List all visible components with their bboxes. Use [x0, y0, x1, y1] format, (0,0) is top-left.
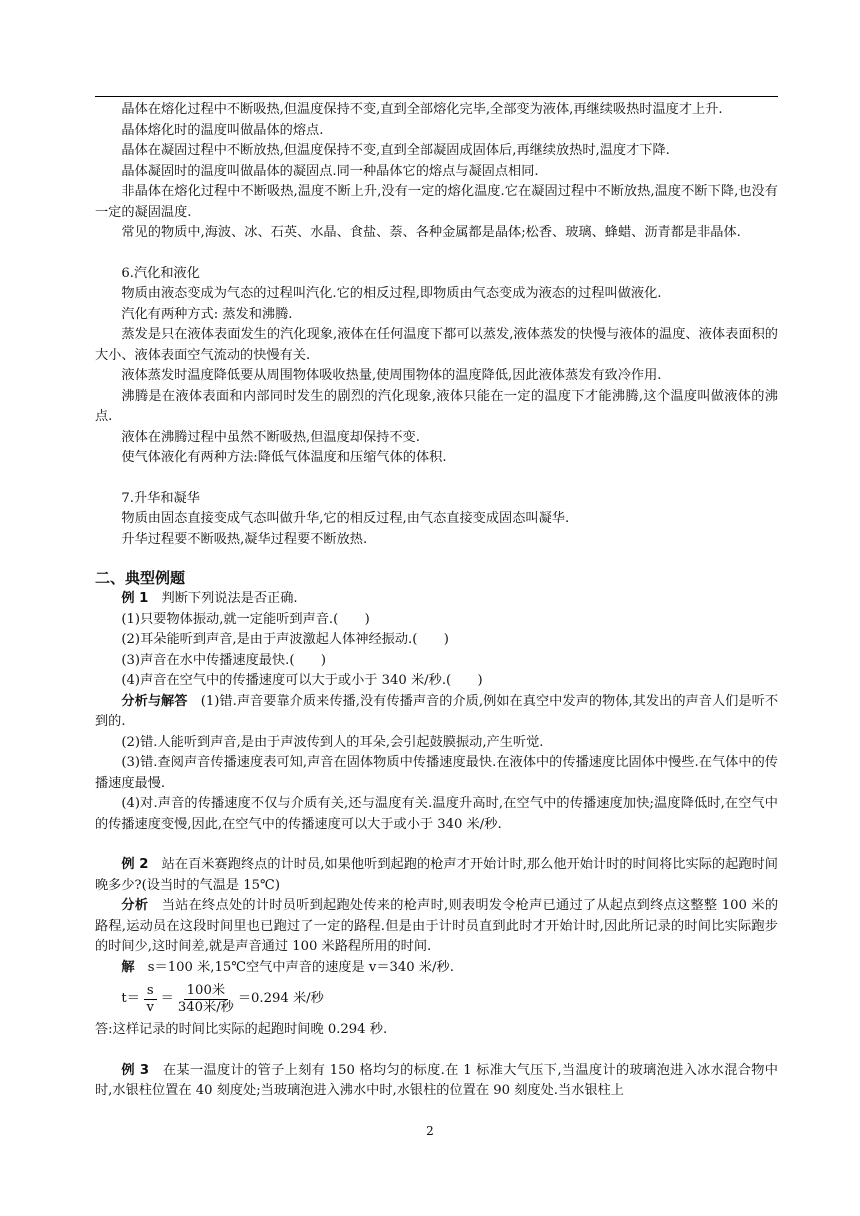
- paragraph: 物质由固态直接变成气态叫做升华,它的相反过程,由气态直接变成固态叫凝华.: [121, 511, 570, 526]
- example-1-question: 判断下列说法是否正确.: [161, 591, 298, 606]
- paragraph: 晶体在凝固过程中不断放热,但温度保持不变,直到全部凝固成固体后,再继续放热时,温度才下降.: [121, 143, 670, 158]
- example-1-stem: [95, 589, 778, 610]
- paragraph: 常见的物质中,海波、冰、石英、水晶、食盐、萘、各种金属都是晶体;松香、玻璃、蜂蜡、沥青都是非晶体.: [121, 225, 741, 240]
- example-2-solution: [95, 958, 778, 979]
- example-1-answer: (3)错.查阅声音传播速度表可知,声音在固体物质中传播速度最快.在液体中的传播速度比固体中慢些.在气体中的传播速度最慢.: [95, 755, 778, 791]
- analysis-text: 当站在终点处的计时员听到起跑处传来的枪声时,则表明发令枪声已通过了从起点到终点这整整 100 米的路程,运动员在这段时间里也已跑过了一定的路程.但是由于计时员直到此时才开始计时,因此所记录的时间比实际跑步的时间少,这时间差,就是声音通过 100 米路程所用的时间.: [95, 898, 779, 954]
- example-3-stem: [95, 1061, 778, 1102]
- example-1-item: (4)声音在空气中的传播速度可以大于或小于 340 米/秒.( ): [121, 673, 483, 688]
- paragraph: 汽化有两种方式: 蒸发和沸腾.: [121, 306, 293, 322]
- example-1-item: (2)耳朵能听到声音,是由于声波激起人体神经振动.( ): [121, 632, 449, 647]
- page-number: 2: [426, 1124, 434, 1138]
- example-3-question: 在某一温度计的管子上刻有 150 格均匀的标度.在 1 标准大气压下,当温度计的玻璃泡进入冰水混合物中时,水银柱位置在 40 刻度处;当玻璃泡进入沸水中时,水银柱的位置在 90 刻度处.当水银柱上: [95, 1062, 778, 1098]
- formula-equals: ＝: [160, 990, 174, 1006]
- section-7-title: 7.升华和凝华: [121, 490, 200, 506]
- example-1-answer: (4)对.声音的传播速度不仅与介质有关,还与温度有关.温度升高时,在空气中的传播速度加快;温度降低时,在空气中的传播速度变慢,因此,在空气中的传播速度可以大于或小于 340 米/秒.: [95, 796, 778, 832]
- header-rule: [95, 96, 778, 97]
- paragraph: 晶体熔化时的温度叫做晶体的熔点.: [121, 122, 324, 138]
- analysis-label: 分析与解答: [121, 693, 188, 709]
- answer-text: (1)错.声音要靠介质来传播,没有传播声音的介质,例如在真空中发声的物体,其发出的声音人们是听不到的.: [95, 693, 779, 729]
- paragraph: 液体蒸发时温度降低要从周围物体吸收热量,使周围物体的温度降低,因此液体蒸发有致冷作用.: [121, 368, 662, 383]
- paragraph: 沸腾是在液体表面和内部同时发生的剧烈的汽化现象,液体只能在一定的温度下才能沸腾,这个温度叫做液体的沸点.: [95, 388, 778, 424]
- paragraph: 非晶体在熔化过程中不断吸热,温度不断上升,没有一定的熔化温度.它在凝固过程中不断放热,温度不断下降,也没有一定的凝固温度.: [95, 184, 778, 220]
- fraction-values: [178, 983, 234, 1016]
- page-content: [95, 100, 778, 1102]
- fraction-s-over-v: [144, 983, 157, 1016]
- fraction-denominator: 340米/秒: [177, 999, 234, 1015]
- example-1-label: 例 1: [121, 591, 149, 606]
- solution-label: 解: [121, 959, 135, 975]
- fraction-numerator: s: [144, 983, 157, 1000]
- section-2-heading: 二、典型例题: [95, 569, 186, 587]
- example-2-stem: [95, 855, 778, 896]
- example-2-answer: 答:这样记录的时间比实际的起跑时间晚 0.294 秒.: [95, 1022, 388, 1037]
- fraction-denominator: v: [146, 999, 154, 1015]
- formula: [95, 978, 778, 1020]
- paragraph: 晶体凝固时的温度叫做晶体的凝固点.同一种晶体它的熔点与凝固点相同.: [121, 163, 539, 179]
- paragraph: 蒸发是只在液体表面发生的汽化现象,液体在任何温度下都可以蒸发,液体蒸发的快慢与液体的温度、液体表面积的大小、液体表面空气流动的快慢有关.: [95, 327, 778, 363]
- section-6-title: 6.汽化和液化: [121, 265, 200, 281]
- formula-result: ＝0.294 米/秒: [237, 990, 324, 1006]
- example-2-question: 站在百米赛跑终点的计时员,如果他听到起跑的枪声才开始计时,那么他开始计时的时间将比实际的起跑时间晚多少?(设当时的气温是 15℃): [95, 857, 778, 893]
- paragraph: 使气体液化有两种方法:降低气体温度和压缩气体的体积.: [121, 450, 447, 465]
- paragraph: 液体在沸腾过程中虽然不断吸热,但温度却保持不变.: [121, 429, 420, 445]
- formula-lhs: t＝: [121, 990, 140, 1006]
- example-1-item: (3)声音在水中传播速度最快.( ): [121, 652, 326, 668]
- paragraph: 升华过程要不断吸热,凝华过程要不断放热.: [121, 531, 368, 547]
- example-3-label: 例 3: [121, 1062, 150, 1078]
- analysis-label: 分析: [121, 898, 149, 913]
- example-1-answer: [95, 692, 778, 733]
- paragraph: 晶体在熔化过程中不断吸热,但温度保持不变,直到全部熔化完毕,全部变为液体,再继续吸热时温度才上升.: [121, 102, 723, 117]
- example-1-answer: (2)错.人能听到声音,是由于声波传到人的耳朵,会引起鼓膜振动,产生听觉.: [121, 734, 544, 750]
- example-1-item: (1)只要物体振动,就一定能听到声音.( ): [121, 611, 370, 627]
- example-2-label: 例 2: [121, 857, 149, 872]
- example-2-analysis: [95, 896, 778, 958]
- fraction-numerator: 100米: [184, 983, 228, 1000]
- paragraph: 物质由液态变成为气态的过程叫汽化.它的相反过程,即物质由气态变成为液态的过程叫做液化.: [121, 286, 662, 301]
- solution-text: s＝100 米,15℃空气中声音的速度是 v＝340 米/秒.: [147, 959, 454, 975]
